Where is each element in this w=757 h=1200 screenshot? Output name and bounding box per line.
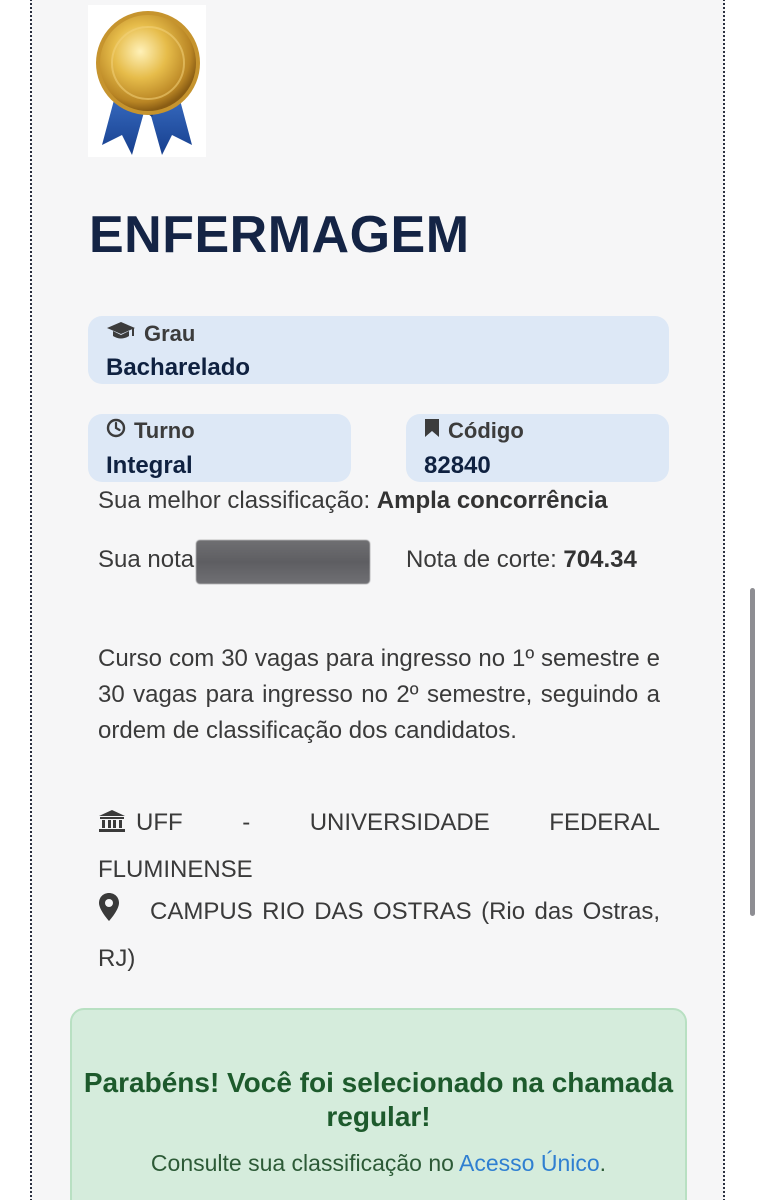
scrollbar[interactable] bbox=[751, 0, 757, 1200]
classification-value: Ampla concorrência bbox=[376, 487, 608, 514]
nota-corte bbox=[406, 546, 637, 574]
best-classification bbox=[98, 487, 608, 515]
course-title: ENFERMAGEM bbox=[89, 206, 470, 264]
corte-label: Nota de corte: bbox=[406, 546, 557, 573]
codigo-value: 82840 bbox=[424, 452, 491, 479]
grau-box bbox=[88, 316, 669, 384]
course-description: Curso com 30 vagas para ingresso no 1º semestre e 30 vagas para ingresso no 2º semestre, seguindo a ordem de classificação dos candidatos. bbox=[98, 645, 660, 744]
institution bbox=[98, 801, 660, 892]
bank-building-icon bbox=[98, 804, 126, 848]
redacted-score bbox=[196, 540, 370, 584]
nota-label: Sua nota bbox=[98, 546, 195, 573]
grau-label: Grau bbox=[144, 321, 196, 346]
institution-name: UFF - UNIVERSIDADE FEDERAL FLUMINENSE bbox=[98, 809, 660, 883]
turno-value: Integral bbox=[106, 452, 193, 479]
scrollbar-thumb[interactable] bbox=[750, 588, 755, 916]
campus-name: CAMPUS RIO DAS OSTRAS (Rio das Ostras, RJ) bbox=[98, 898, 660, 972]
map-pin-icon bbox=[98, 892, 120, 937]
acesso-unico-link[interactable]: Acesso Único bbox=[459, 1150, 600, 1176]
campus bbox=[98, 890, 660, 981]
graduation-cap-icon bbox=[106, 320, 136, 348]
codigo-box bbox=[406, 414, 669, 482]
medal-icon bbox=[88, 5, 206, 157]
result-subtitle bbox=[72, 1150, 685, 1177]
selection-result-box bbox=[70, 1008, 687, 1200]
result-sub-prefix: Consulte sua classificação no bbox=[150, 1150, 454, 1176]
turno-label: Turno bbox=[134, 418, 195, 443]
result-title: Parabéns! Você foi selecionado na chamada regular! bbox=[83, 1067, 674, 1132]
turno-box bbox=[88, 414, 351, 482]
classification-prefix: Sua melhor classificação: bbox=[98, 487, 371, 514]
corte-value: 704.34 bbox=[563, 546, 637, 573]
result-sub-suffix: . bbox=[599, 1150, 607, 1176]
clock-icon bbox=[106, 418, 126, 444]
codigo-label: Código bbox=[448, 418, 524, 443]
grau-value: Bacharelado bbox=[106, 354, 251, 381]
bookmark-icon bbox=[424, 418, 440, 444]
